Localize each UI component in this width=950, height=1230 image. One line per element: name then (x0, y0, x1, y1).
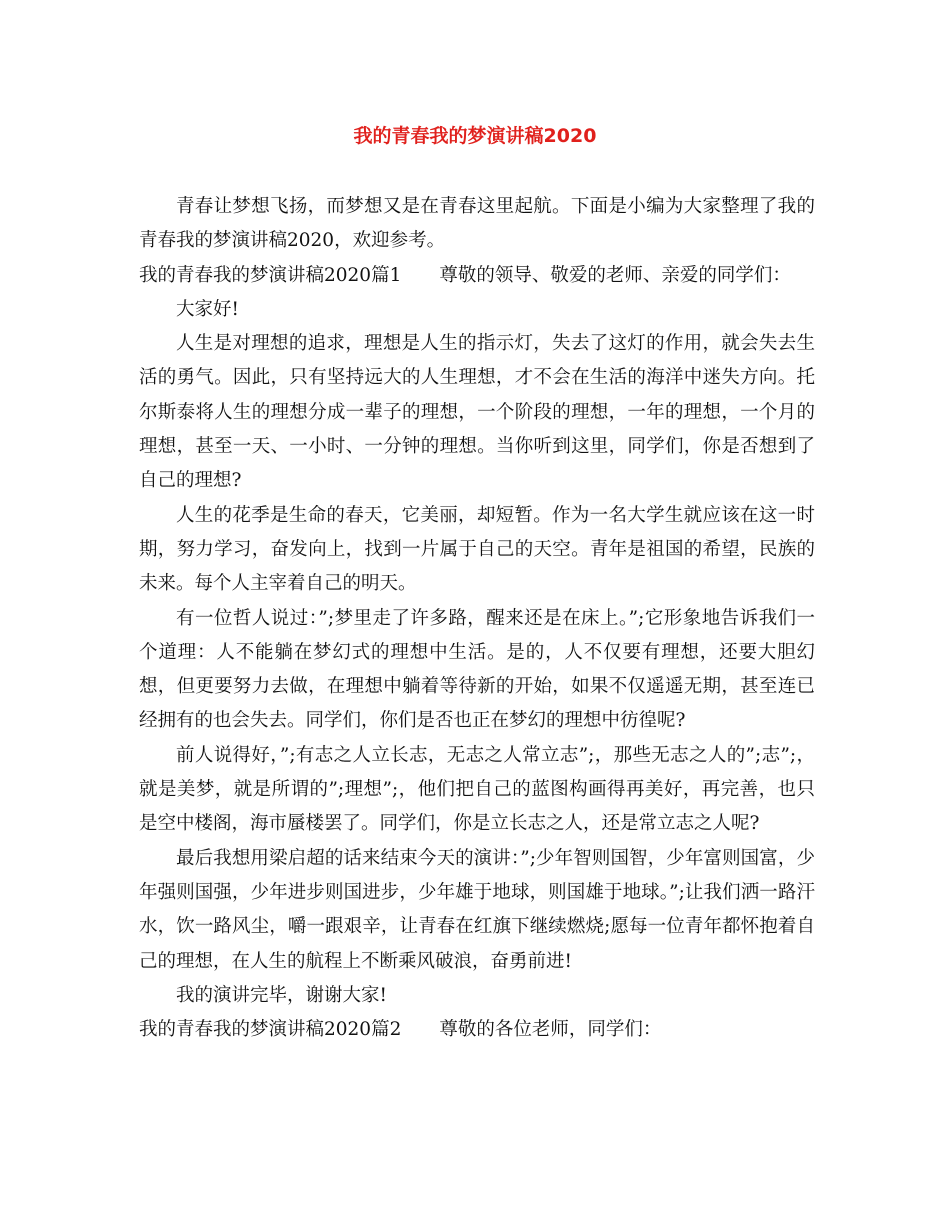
section-1-paragraph-4: 前人说得好，”;有志之人立长志，无志之人常立志”;，那些无志之人的”;志”;，就是美梦，就是所谓的”;理想”;，他们把自己的蓝图构画得再美好，再完善，也只是空中楼阁，海市蜃楼罢了。同学们，你是立长志之人，还是常立志之人呢? (139, 744, 815, 835)
section-1-heading: 我的青春我的梦演讲稿2020篇1 (139, 264, 402, 286)
section-2-heading: 我的青春我的梦演讲稿2020篇2 (139, 1019, 402, 1041)
section-1-greeting: 大家好! (176, 298, 239, 320)
section-2-heading-line (139, 1013, 815, 1047)
section-1-salutation: 尊敬的领导、敬爱的老师、亲爱的同学们： (439, 264, 791, 286)
document-title: 我的青春我的梦演讲稿2020 (353, 125, 597, 147)
intro-paragraph: 青春让梦想飞扬，而梦想又是在青春这里起航。下面是小编为大家整理了我的青春我的梦演讲稿2020，欢迎参考。 (139, 196, 815, 252)
section-1-paragraph-1: 人生是对理想的追求，理想是人生的指示灯，失去了这灯的作用，就会失去生活的勇气。因此，只有坚持远大的人生理想，才不会在生活的海洋中迷失方向。托尔斯泰将人生的理想分成一辈子的理想，一个阶段的理想，一年的理想，一个月的理想，甚至一天、一小时、一分钟的理想。当你听到这里，同学们，你是否想到了自己的理想? (139, 333, 815, 492)
document-body (139, 190, 815, 1047)
section-2-salutation: 尊敬的各位老师，同学们： (439, 1019, 662, 1041)
section-1-closing: 我的演讲完毕，谢谢大家! (176, 984, 387, 1006)
section-1-paragraph-2: 人生的花季是生命的春天，它美丽，却短暂。作为一名大学生就应该在这一时期，努力学习，奋发向上，找到一片属于自己的天空。青年是祖国的希望，民族的未来。每个人主宰着自己的明天。 (139, 504, 815, 595)
section-1-paragraph-3: 有一位哲人说过：”;梦里走了许多路，醒来还是在床上。”;它形象地告诉我们一个道理：人不能躺在梦幻式的理想中生活。是的，人不仅要有理想，还要大胆幻想，但更要努力去做，在理想中躺着等待新的开始，如果不仅遥遥无期，甚至连已经拥有的也会失去。同学们，你们是否也正在梦幻的理想中彷徨呢? (139, 607, 815, 732)
section-1-heading-line (139, 259, 815, 293)
section-1-paragraph-5: 最后我想用梁启超的话来结束今天的演讲：”;少年智则国智，少年富则国富，少年强则国强，少年进步则国进步，少年雄于地球，则国雄于地球。”;让我们洒一路汗水，饮一路风尘，嚼一跟艰辛，让青春在红旗下继续燃烧;愿每一位青年都怀抱着自己的理想，在人生的航程上不断乘风破浪，奋勇前进! (139, 847, 815, 972)
